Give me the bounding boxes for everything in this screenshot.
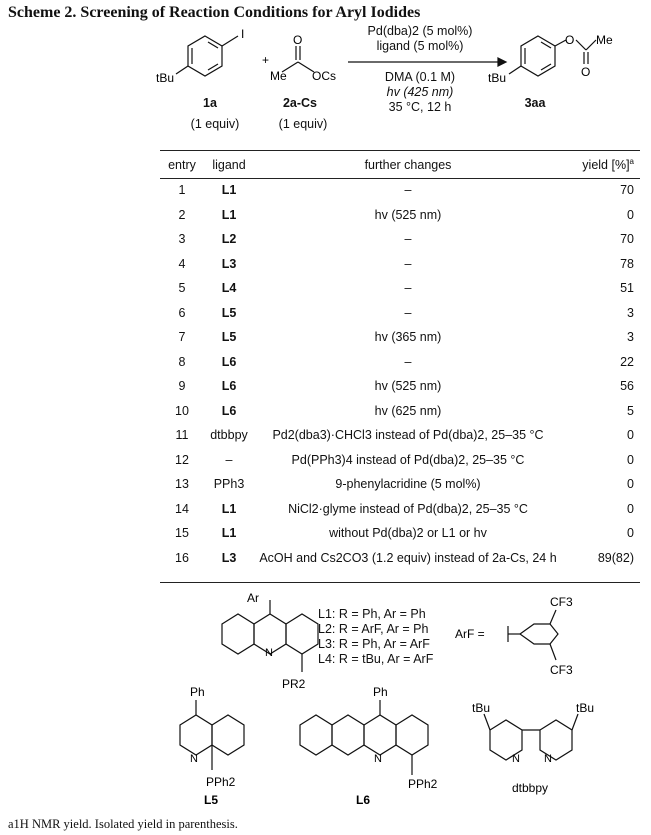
yield-cell: 56 [620, 379, 634, 394]
label-3aa: 3aa [524, 96, 546, 110]
table-row [160, 350, 640, 375]
yield-cell: 0 [627, 452, 634, 467]
tbu-group-2: tBu [488, 71, 507, 85]
changes-cell: 9-phenylacridine (5 mol%) [335, 477, 481, 492]
entry-cell: 12 [175, 452, 189, 467]
table-row [160, 546, 640, 571]
scheme-title: Scheme 2. Screening of Reaction Conditions for Aryl Iodides [8, 4, 421, 21]
dtbbpy-label: dtbbpy [512, 781, 549, 795]
table-row [160, 374, 640, 399]
yield-cell: 3 [627, 305, 634, 320]
table-row [160, 472, 640, 497]
changes-cell: hv (625 nm) [374, 403, 442, 418]
entry-cell: 10 [175, 403, 189, 418]
dtbbpy-n-right: N [544, 753, 552, 765]
header-yield: yield [%]$^a$ [582, 157, 634, 173]
table-bottom-rule [160, 582, 640, 583]
equiv-1a: (1 equiv) [190, 117, 240, 131]
header-changes: further changes [364, 158, 452, 172]
cf3-top: CF3 [550, 595, 573, 609]
ligand-cell: L3 [221, 550, 237, 565]
yield-cell: 0 [627, 428, 634, 443]
table-row [160, 325, 640, 350]
equiv-2a-cs: (1 equiv) [278, 117, 328, 131]
ligand-cell: L5 [221, 330, 237, 345]
table-row [160, 227, 640, 252]
changes-cell: – [404, 183, 412, 198]
label-1a: 1a [203, 96, 217, 110]
table-row [160, 301, 640, 326]
entry-cell: 2 [178, 207, 186, 222]
ligand-cell: L5 [221, 305, 237, 320]
table-row [160, 399, 640, 424]
changes-cell: – [404, 281, 412, 296]
ligand-cell: L6 [221, 354, 237, 369]
plus-sign: + [262, 53, 270, 67]
ligand-cell: L6 [221, 379, 237, 394]
changes-cell: without Pd(dba)2 or L1 or hv [329, 526, 487, 541]
table-header-row [160, 152, 640, 178]
l6-pph2: PPh2 [408, 777, 438, 791]
acetate-ocs: OCs [312, 69, 336, 83]
changes-cell: hv (525 nm) [374, 379, 442, 394]
acridine-pr2: PR2 [282, 677, 306, 691]
conditions-above [340, 24, 500, 54]
footnote: a1H NMR yield. Isolated yield in parenthesis. [8, 817, 238, 831]
ester-o: O [565, 33, 575, 47]
acetate-o: O [293, 33, 303, 47]
l6-label: L6 [356, 793, 371, 807]
yield-cell: 78 [620, 256, 634, 271]
table-row [160, 276, 640, 301]
changes-cell: Pd(PPh3)4 instead of Pd(dba)2, 25–35 °C [291, 452, 525, 467]
ligand-cell: L1 [221, 501, 237, 516]
l5-n: N [190, 753, 198, 765]
yield-cell: 89(82) [597, 550, 634, 565]
product-me: Me [596, 33, 613, 47]
header-entry: entry [168, 158, 196, 172]
entry-cell: 13 [175, 477, 189, 492]
entry-cell: 5 [178, 281, 186, 296]
entry-cell: 1 [178, 183, 186, 198]
acetate-me: Me [270, 69, 287, 83]
entry-cell: 8 [178, 354, 186, 369]
changes-cell: – [404, 256, 412, 271]
entry-cell: 3 [178, 232, 186, 247]
yield-cell: 70 [620, 183, 634, 198]
irradiation: hv (425 nm) [386, 85, 454, 99]
dtbbpy-n-left: N [512, 753, 520, 765]
yield-cell: 70 [620, 232, 634, 247]
yield-cell: 0 [627, 477, 634, 492]
catalyst: Pd(dba)2 (5 mol%) [367, 24, 473, 38]
legend-l1: L1: R = Ph, Ar = Ph [318, 607, 426, 621]
l5-ph: Ph [190, 685, 205, 699]
ligand-cell: L6 [221, 403, 237, 418]
changes-cell: hv (365 nm) [374, 330, 442, 345]
arf-definition: ArF = [455, 627, 485, 641]
table-row [160, 252, 640, 277]
legend-l3: L3: R = Ph, Ar = ArF [318, 637, 430, 651]
table-row [160, 423, 640, 448]
entry-cell: 4 [178, 256, 186, 271]
entry-cell: 7 [178, 330, 186, 345]
legend-l4: L4: R = tBu, Ar = ArF [318, 652, 434, 666]
entry-cell: 16 [175, 550, 189, 565]
yield-cell: 22 [620, 354, 634, 369]
ligand-cell: L4 [221, 281, 237, 296]
iodide-atom: I [241, 27, 245, 41]
changes-cell: – [404, 305, 412, 320]
table-row [160, 448, 640, 473]
entry-cell: 11 [175, 428, 189, 443]
cf3-bottom: CF3 [550, 663, 573, 677]
legend-l2: L2: R = ArF, Ar = Ph [318, 622, 429, 636]
ligand-cell: L1 [221, 526, 237, 541]
changes-cell: – [404, 354, 412, 369]
yield-cell: 5 [627, 403, 634, 418]
changes-cell: Pd2(dba3)·CHCl3 instead of Pd(dba)2, 25–35 °C [272, 428, 544, 443]
conditions-below [340, 70, 500, 115]
yield-cell: 3 [627, 330, 634, 345]
changes-cell: hv (525 nm) [374, 207, 442, 222]
table-row [160, 178, 640, 203]
yield-cell: 51 [620, 281, 634, 296]
table-body [160, 178, 640, 570]
ligand-cell: – [225, 452, 233, 467]
ligand-cell: L3 [221, 256, 237, 271]
changes-cell: NiCl2·glyme instead of Pd(dba)2, 25–35 °C [288, 501, 528, 516]
entry-cell: 15 [175, 526, 189, 541]
acridine-n: N [265, 647, 273, 659]
yield-cell: 0 [627, 526, 634, 541]
ligand-loading: ligand (5 mol%) [376, 39, 464, 53]
l5-pph2: PPh2 [206, 775, 236, 789]
l5-label: L5 [204, 793, 219, 807]
ligand-cell: L2 [221, 232, 237, 247]
l6-n: N [374, 753, 382, 765]
table-row [160, 203, 640, 228]
acridine-ar: Ar [247, 591, 259, 605]
solvent: DMA (0.1 M) [384, 70, 456, 84]
table-top-rule [160, 150, 640, 151]
entry-cell: 9 [178, 379, 186, 394]
ligand-cell: L1 [221, 183, 237, 198]
dtbbpy-tbu-right: tBu [576, 701, 595, 715]
label-2a-cs: 2a-Cs [282, 96, 318, 110]
table-row [160, 497, 640, 522]
yield-cell: 0 [627, 207, 634, 222]
entry-cell: 6 [178, 305, 186, 320]
screening-table [160, 152, 640, 570]
dtbbpy-tbu-left: tBu [472, 701, 491, 715]
ligand-legend [318, 607, 433, 667]
changes-cell: – [404, 232, 412, 247]
tbu-group-1: tBu [156, 71, 175, 85]
ligand-cell: L1 [221, 207, 237, 222]
l6-ph: Ph [373, 685, 388, 699]
header-ligand: ligand [212, 158, 246, 172]
yield-cell: 0 [627, 501, 634, 516]
ligand-cell: dtbbpy [210, 428, 248, 443]
carbonyl-o: O [581, 65, 591, 79]
table-row [160, 521, 640, 546]
entry-cell: 14 [175, 501, 189, 516]
ligand-cell: PPh3 [213, 477, 245, 492]
changes-cell: AcOH and Cs2CO3 (1.2 equiv) instead of 2a-Cs, 24 h [259, 550, 557, 565]
temp-time: 35 °C, 12 h [388, 100, 452, 114]
